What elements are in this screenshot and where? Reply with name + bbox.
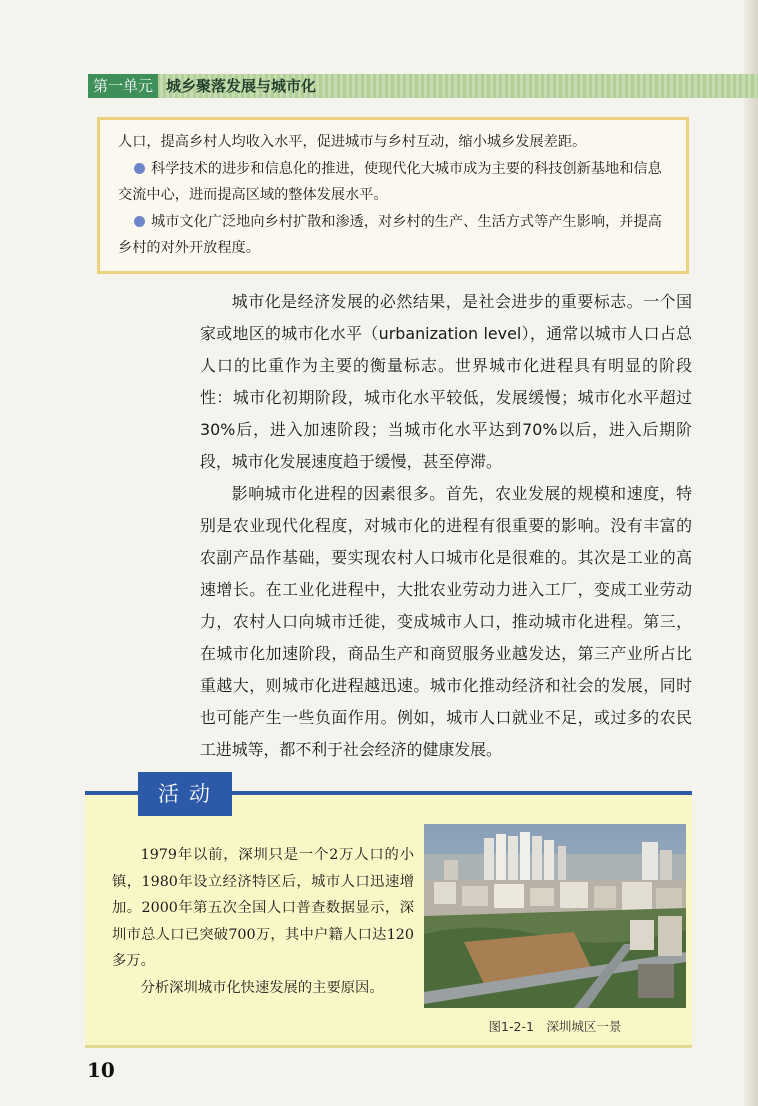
body-paragraph: 影响城市化进程的因素很多。首先，农业发展的规模和速度，特别是农业现代化程度，对城市化的进程有很重要的影响。没有丰富的农副产品作基础，要实现农村人口城市化是很难的。其次是工业的高速增长。在工业化进程中，大批农业劳动力进入工厂，变成工业劳动力，农村人口向城市迁徙，变成城市人口，推动城市化进程。第三，在城市化加速阶段，商品生产和商贸服务业越发达，第三产业所占比重越大，则城市化进程越迅速。城市化推动经济和社会的发展，同时也可能产生一些负面作用。例如，城市人口就业不足，或过多的农民工进城等，都不利于社会经济的健康发展。 <box>200 484 692 759</box>
activity-title: 活动 <box>138 772 232 816</box>
figure-caption: 图1-2-1 深圳城区一景 <box>488 1019 622 1034</box>
body-text <box>200 286 692 766</box>
unit-label: 第一单元 <box>88 74 158 98</box>
callout-bullet-item <box>118 209 672 262</box>
callout-bullet-item <box>118 156 672 209</box>
bullet-icon <box>134 163 145 174</box>
callout-box <box>97 117 689 274</box>
city-photo-illustration <box>424 824 686 1008</box>
body-paragraph: 城市化是经济发展的必然结果，是社会进步的重要标志。一个国家或地区的城市化水平（urbanization level），通常以城市人口占总人口的比重作为主要的衡量标志。世界城市化进程具有明显的阶段性：城市化初期阶段，城市化水平较低，发展缓慢；城市化水平超过30%后，进入加速阶段；当城市化水平达到70%以后，进入后期阶段，城市化发展速度趋于缓慢，甚至停滞。 <box>200 292 692 471</box>
activity-question: 分析深圳城市化快速发展的主要原因。 <box>140 979 384 996</box>
page-number: 10 <box>87 1058 115 1082</box>
activity-rule-bottom <box>85 1045 692 1048</box>
activity-text <box>112 842 414 1001</box>
bullet-icon <box>134 216 145 227</box>
page-edge <box>744 0 758 1106</box>
callout-bullet-text: 科学技术的进步和信息化的推进，使现代化大城市成为主要的科技创新基地和信息交流中心，进而提高区域的整体发展水平。 <box>118 160 662 203</box>
chapter-title: 城乡聚落发展与城市化 <box>166 77 317 95</box>
shenzhen-city-photo <box>424 824 686 1008</box>
callout-bullet-text: 城市文化广泛地向乡村扩散和渗透，对乡村的生产、生活方式等产生影响，并提高乡村的对外开放程度。 <box>118 213 662 256</box>
activity-paragraph: 1979年以前，深圳只是一个2万人口的小镇，1980年设立经济特区后，城市人口迅速增加。2000年第五次全国人口普查数据显示，深圳市总人口已突破700万，其中户籍人口达120多万。 <box>112 847 414 969</box>
callout-line: 人口，提高乡村人均收入水平，促进城市与乡村互动，缩小城乡发展差距。 <box>118 134 587 150</box>
